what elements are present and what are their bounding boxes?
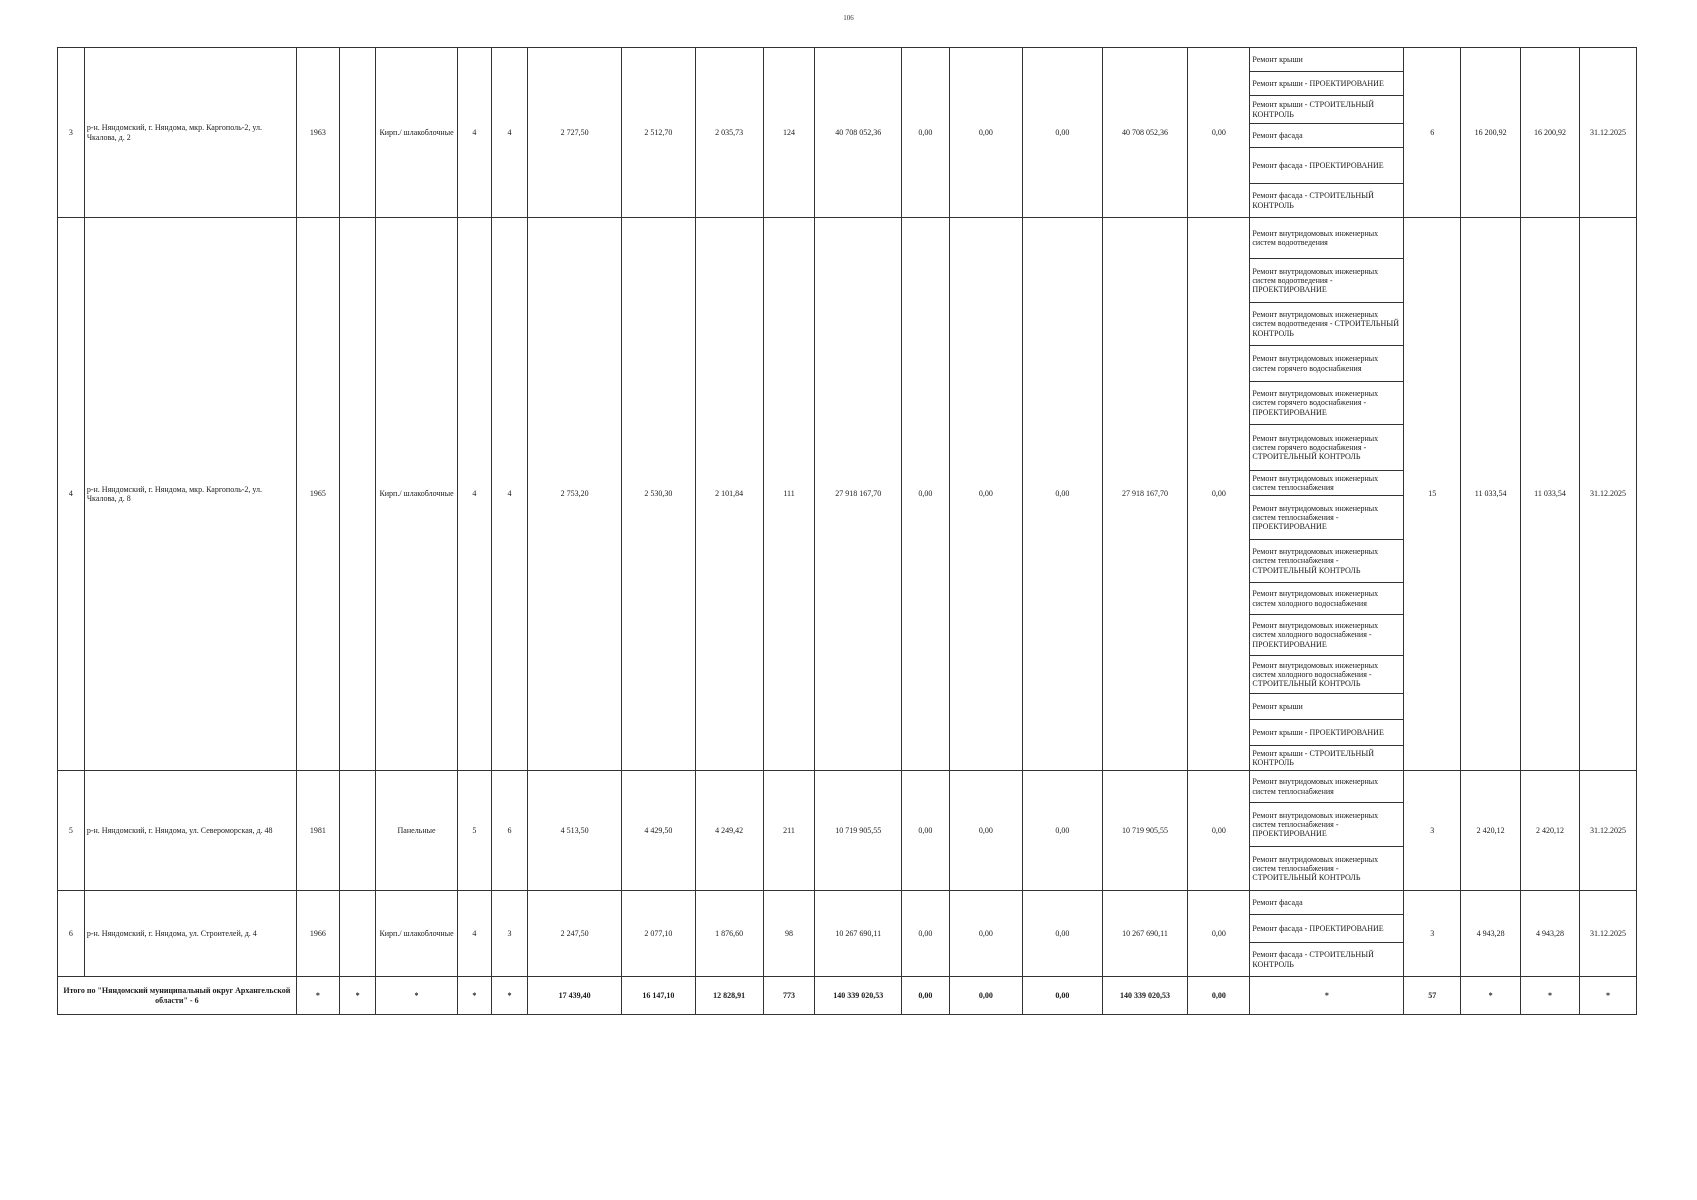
specific-cost-cell: 11 033,54: [1461, 218, 1521, 771]
repair-work-item: Ремонт внутридомовых инженерных систем горячего водоснабжения: [1250, 346, 1404, 382]
wall-material-cell: Кирп./ шлакоблочные: [376, 48, 458, 218]
works-count-cell: 6: [1404, 48, 1461, 218]
limit-cost-cell: 4 943,28: [1521, 891, 1580, 977]
living-area-cell: 2 530,30: [622, 218, 695, 771]
residents-area-cell: 2 035,73: [695, 48, 763, 218]
blank-cell: [340, 218, 376, 771]
total-cost-other-cell: 0,00: [1188, 977, 1250, 1015]
cost-local-cell: 0,00: [1023, 218, 1103, 771]
residents-area-cell: 4 249,42: [695, 771, 763, 891]
repair-work-item: Ремонт внутридомовых инженерных систем горячего водоснабжения - ПРОЕКТИРОВАНИЕ: [1250, 382, 1404, 425]
residents-count-cell: 111: [763, 218, 815, 771]
floors-cell: 4: [457, 48, 491, 218]
cost-owners-cell: 40 708 052,36: [1102, 48, 1188, 218]
cost-total-cell: 27 918 167,70: [815, 218, 902, 771]
repair-work-item: Ремонт крыши: [1250, 694, 1404, 720]
cost-local-cell: 0,00: [1023, 771, 1103, 891]
total-cost-region-cell: 0,00: [949, 977, 1022, 1015]
repair-work-item: Ремонт фасада: [1250, 124, 1404, 148]
row-number: 3: [58, 48, 85, 218]
total-cost-owners-cell: 140 339 020,53: [1102, 977, 1188, 1015]
living-area-cell: 2 512,70: [622, 48, 695, 218]
wall-material-cell: Панельные: [376, 771, 458, 891]
residents-count-cell: 211: [763, 771, 815, 891]
cost-total-cell: 10 267 690,11: [815, 891, 902, 977]
blank-cell: [340, 48, 376, 218]
cost-fund-cell: 0,00: [902, 48, 950, 218]
living-area-cell: 2 077,10: [622, 891, 695, 977]
year-built-cell: 1981: [296, 771, 339, 891]
entrances-cell: 4: [491, 48, 527, 218]
total-area-cell: 4 513,50: [528, 771, 622, 891]
cost-other-cell: 0,00: [1188, 891, 1250, 977]
total-residents-area-sum-cell: 12 828,91: [695, 977, 763, 1015]
cost-region-cell: 0,00: [949, 218, 1022, 771]
repair-work-item: Ремонт фасада - ПРОЕКТИРОВАНИЕ: [1250, 148, 1404, 184]
repair-work-item: Ремонт внутридомовых инженерных систем водоотведения: [1250, 218, 1404, 259]
table-row: [58, 48, 1637, 72]
total-specific-cost-cell: *: [1461, 977, 1521, 1015]
cost-fund-cell: 0,00: [902, 218, 950, 771]
completion-date-cell: 31.12.2025: [1579, 771, 1636, 891]
entrances-cell: 4: [491, 218, 527, 771]
total-label-cell: Итого по "Няндомский муниципальный округ Архангельской области" - 6: [58, 977, 297, 1015]
address-cell: р-н. Няндомский, г. Няндома, ул. Строителей, д. 4: [84, 891, 296, 977]
capital-repair-register-table: [57, 47, 1637, 1015]
floors-cell: 5: [457, 771, 491, 891]
cost-other-cell: 0,00: [1188, 771, 1250, 891]
repair-work-item: Ремонт крыши - ПРОЕКТИРОВАНИЕ: [1250, 720, 1404, 746]
blank-cell: [340, 771, 376, 891]
cost-other-cell: 0,00: [1188, 218, 1250, 771]
residents-area-cell: 2 101,84: [695, 218, 763, 771]
cost-local-cell: 0,00: [1023, 48, 1103, 218]
repair-work-item: Ремонт внутридомовых инженерных систем горячего водоснабжения - СТРОИТЕЛЬНЫЙ КОНТРОЛЬ: [1250, 425, 1404, 471]
residents-count-cell: 98: [763, 891, 815, 977]
cost-other-cell: 0,00: [1188, 48, 1250, 218]
blank-cell: [340, 891, 376, 977]
cost-local-cell: 0,00: [1023, 891, 1103, 977]
repair-work-item: Ремонт внутридомовых инженерных систем холодного водоснабжения: [1250, 583, 1404, 615]
residents-area-cell: 1 876,60: [695, 891, 763, 977]
floors-cell: 4: [457, 891, 491, 977]
total-limit-cost-cell: *: [1521, 977, 1580, 1015]
repair-work-item: Ремонт фасада - СТРОИТЕЛЬНЫЙ КОНТРОЛЬ: [1250, 943, 1404, 977]
cost-total-cell: 40 708 052,36: [815, 48, 902, 218]
completion-date-cell: 31.12.2025: [1579, 48, 1636, 218]
total-area-cell: 2 727,50: [528, 48, 622, 218]
year-built-cell: 1965: [296, 218, 339, 771]
repair-work-item: Ремонт внутридомовых инженерных систем холодного водоснабжения - СТРОИТЕЛЬНЫЙ КОНТРОЛЬ: [1250, 656, 1404, 694]
repair-work-item: Ремонт фасада: [1250, 891, 1404, 915]
repair-work-item: Ремонт фасада - СТРОИТЕЛЬНЫЙ КОНТРОЛЬ: [1250, 184, 1404, 218]
repair-work-item: Ремонт внутридомовых инженерных систем теплоснабжения - СТРОИТЕЛЬНЫЙ КОНТРОЛЬ: [1250, 847, 1404, 891]
repair-work-item: Ремонт внутридомовых инженерных систем теплоснабжения: [1250, 471, 1404, 496]
repair-work-item: Ремонт фасада - ПРОЕКТИРОВАНИЕ: [1250, 915, 1404, 943]
repair-work-item: Ремонт внутридомовых инженерных систем теплоснабжения - СТРОИТЕЛЬНЫЙ КОНТРОЛЬ: [1250, 540, 1404, 583]
total-entrances-cell: *: [491, 977, 527, 1015]
cost-total-cell: 10 719 905,55: [815, 771, 902, 891]
cost-fund-cell: 0,00: [902, 891, 950, 977]
cost-owners-cell: 10 267 690,11: [1102, 891, 1188, 977]
total-material-cell: *: [376, 977, 458, 1015]
completion-date-cell: 31.12.2025: [1579, 891, 1636, 977]
completion-date-cell: 31.12.2025: [1579, 218, 1636, 771]
total-area-sum-cell: 17 439,40: [528, 977, 622, 1015]
works-count-cell: 3: [1404, 891, 1461, 977]
table-row: [58, 218, 1637, 259]
total-date-cell: *: [1579, 977, 1636, 1015]
total-residents-sum-cell: 773: [763, 977, 815, 1015]
total-area-cell: 2 247,50: [528, 891, 622, 977]
address-cell: р-н. Няндомский, г. Няндома, ул. Североморская, д. 48: [84, 771, 296, 891]
limit-cost-cell: 16 200,92: [1521, 48, 1580, 218]
address-cell: р-н. Няндомский, г. Няндома, мкр. Каргополь-2, ул. Чкалова, д. 8: [84, 218, 296, 771]
total-cost-fund-cell: 0,00: [902, 977, 950, 1015]
row-number: 6: [58, 891, 85, 977]
total-area-cell: 2 753,20: [528, 218, 622, 771]
repair-work-item: Ремонт внутридомовых инженерных систем теплоснабжения - ПРОЕКТИРОВАНИЕ: [1250, 803, 1404, 847]
cost-region-cell: 0,00: [949, 891, 1022, 977]
total-living-area-sum-cell: 16 147,10: [622, 977, 695, 1015]
cost-region-cell: 0,00: [949, 771, 1022, 891]
wall-material-cell: Кирп./ шлакоблочные: [376, 218, 458, 771]
works-count-cell: 3: [1404, 771, 1461, 891]
limit-cost-cell: 11 033,54: [1521, 218, 1580, 771]
specific-cost-cell: 4 943,28: [1461, 891, 1521, 977]
total-blank-cell: *: [340, 977, 376, 1015]
cost-owners-cell: 10 719 905,55: [1102, 771, 1188, 891]
year-built-cell: 1963: [296, 48, 339, 218]
cost-owners-cell: 27 918 167,70: [1102, 218, 1188, 771]
repair-work-item: Ремонт внутридомовых инженерных систем водоотведения - ПРОЕКТИРОВАНИЕ: [1250, 259, 1404, 303]
repair-work-item: Ремонт крыши - СТРОИТЕЛЬНЫЙ КОНТРОЛЬ: [1250, 96, 1404, 124]
living-area-cell: 4 429,50: [622, 771, 695, 891]
wall-material-cell: Кирп./ шлакоблочные: [376, 891, 458, 977]
total-works-cell: *: [1250, 977, 1404, 1015]
row-number: 5: [58, 771, 85, 891]
address-cell: р-н. Няндомский, г. Няндома, мкр. Каргополь-2, ул. Чкалова, д. 2: [84, 48, 296, 218]
repair-work-item: Ремонт крыши - СТРОИТЕЛЬНЫЙ КОНТРОЛЬ: [1250, 746, 1404, 771]
total-cost-sum-cell: 140 339 020,53: [815, 977, 902, 1015]
repair-work-item: Ремонт внутридомовых инженерных систем холодного водоснабжения - ПРОЕКТИРОВАНИЕ: [1250, 615, 1404, 656]
entrances-cell: 3: [491, 891, 527, 977]
row-number: 4: [58, 218, 85, 771]
total-cost-local-cell: 0,00: [1023, 977, 1103, 1015]
floors-cell: 4: [457, 218, 491, 771]
table-row: [58, 891, 1637, 915]
repair-work-item: Ремонт внутридомовых инженерных систем теплоснабжения: [1250, 771, 1404, 803]
specific-cost-cell: 2 420,12: [1461, 771, 1521, 891]
cost-fund-cell: 0,00: [902, 771, 950, 891]
total-works-count-cell: 57: [1404, 977, 1461, 1015]
total-row: [58, 977, 1637, 1015]
total-floors-cell: *: [457, 977, 491, 1015]
repair-work-item: Ремонт внутридомовых инженерных систем водоотведения - СТРОИТЕЛЬНЫЙ КОНТРОЛЬ: [1250, 303, 1404, 346]
specific-cost-cell: 16 200,92: [1461, 48, 1521, 218]
limit-cost-cell: 2 420,12: [1521, 771, 1580, 891]
page-number: 106: [843, 14, 854, 22]
total-year-cell: *: [296, 977, 339, 1015]
residents-count-cell: 124: [763, 48, 815, 218]
table-row: [58, 771, 1637, 803]
entrances-cell: 6: [491, 771, 527, 891]
works-count-cell: 15: [1404, 218, 1461, 771]
cost-region-cell: 0,00: [949, 48, 1022, 218]
year-built-cell: 1966: [296, 891, 339, 977]
repair-work-item: Ремонт внутридомовых инженерных систем теплоснабжения - ПРОЕКТИРОВАНИЕ: [1250, 496, 1404, 540]
repair-work-item: Ремонт крыши - ПРОЕКТИРОВАНИЕ: [1250, 72, 1404, 96]
repair-work-item: Ремонт крыши: [1250, 48, 1404, 72]
